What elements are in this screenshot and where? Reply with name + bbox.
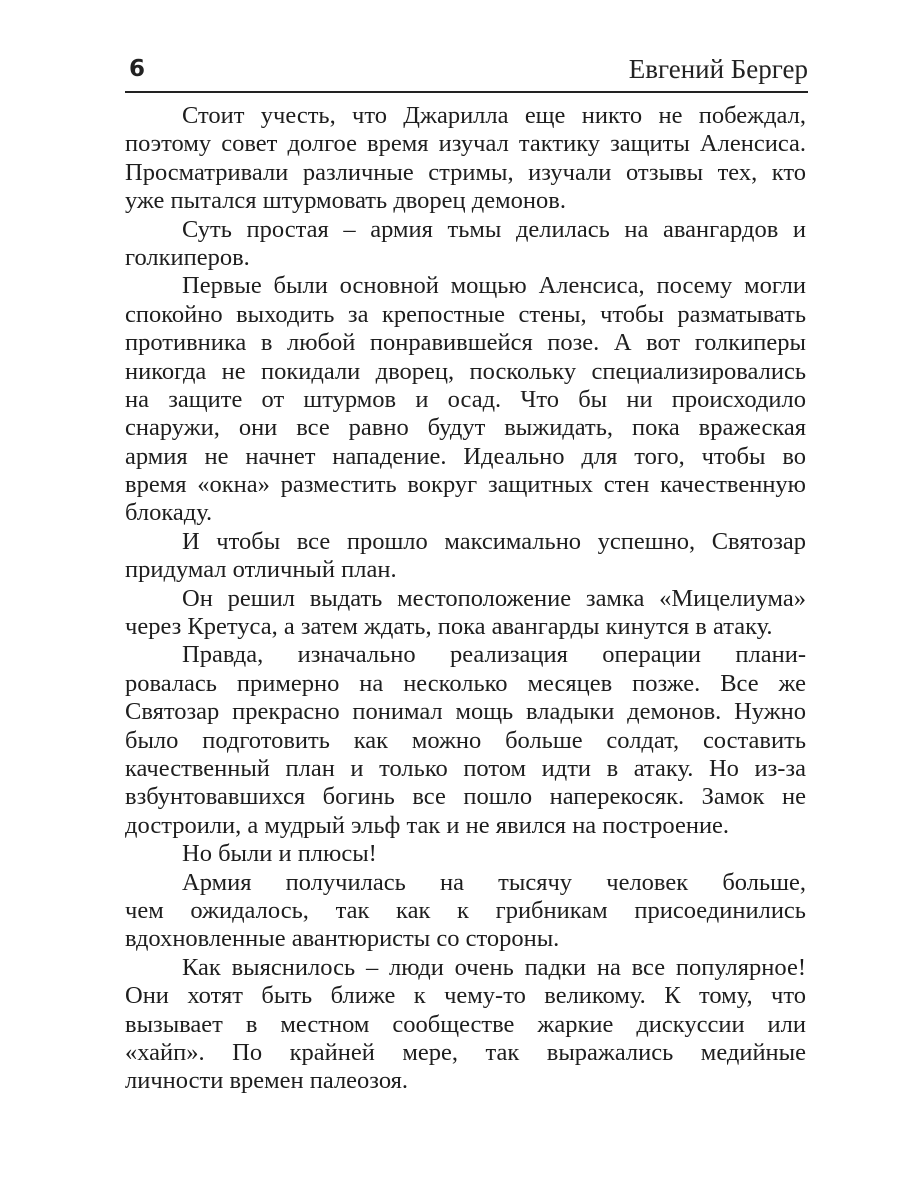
text-line: армия не начнет нападение. Идеально для того, чтобы во [125,442,806,470]
paragraph [125,869,806,954]
text-line: вдохновленные авантюристы со стороны. [125,925,560,953]
paragraph [125,585,806,642]
text-line: спокойно выходить за крепостные стены, чтобы разматывать [125,300,806,328]
text-line: голкиперов. [125,243,250,271]
text-line: качественный план и только потом идти в атаку. Но из-за [125,754,806,782]
text-line: поэтому совет долгое время изучал тактику защиты Аленсиса. [125,130,806,158]
text-line: Он решил выдать местоположение замка «Мицелиума» [182,584,806,612]
paragraph [125,528,806,585]
paragraph [125,954,806,1096]
text-line: было подготовить как можно больше солдат, составить [125,726,806,754]
paragraph [125,272,806,528]
header-rule [125,91,808,93]
text-line: Суть простая – армия тьмы делилась на авангардов и [182,215,806,243]
text-line: Как выяснилось – люди очень падки на все популярное! [182,953,806,981]
text-line: придумал отличный план. [125,556,397,584]
paragraph [125,641,806,840]
page-header [125,52,808,90]
text-line: никогда не покидали дворец, поскольку специализировались [125,357,806,385]
text-line: ровалась примерно на несколько месяцев позже. Все же [125,669,806,697]
text-line: чем ожидалось, так как к грибникам присоединились [125,896,806,924]
paragraph [125,840,806,868]
body-text [125,102,806,1096]
text-line: Правда, изначально реализация операции плани- [182,641,806,669]
text-line: Просматривали различные стримы, изучали отзывы тех, кто [125,158,806,186]
text-line: взбунтовавшихся богинь все пошло наперекосяк. Замок не [125,783,806,811]
text-line: на защите от штурмов и осад. Что бы ни происходило [125,385,806,413]
text-line: Но были и плюсы! [182,840,377,868]
page-number: 6 [129,56,146,82]
text-line: время «окна» разместить вокруг защитных стен качественную [125,471,806,499]
text-line: Они хотят быть ближе к чему-то великому. К тому, что [125,982,806,1010]
text-line: «хайп». По крайней мере, так выражались медийные [125,1038,806,1066]
text-line: Первые были основной мощью Аленсиса, посему могли [182,272,806,300]
text-line: уже пытался штурмовать дворец демонов. [125,187,566,215]
paragraph [125,102,806,216]
text-line: Стоит учесть, что Джарилла еще никто не побеждал, [182,102,806,129]
paragraph [125,216,806,273]
text-line: И чтобы все прошло максимально успешно, Святозар [182,527,806,555]
text-line: вызывает в местном сообществе жаркие дискуссии или [125,1010,806,1038]
text-line: блокаду. [125,499,213,527]
text-line: Армия получилась на тысячу человек больше, [182,868,806,896]
text-line: противника в любой понравившейся позе. А вот голкиперы [125,329,806,357]
text-line: Святозар прекрасно понимал мощь владыки демонов. Нужно [125,698,806,726]
text-line: достроили, а мудрый эльф так и не явился на построение. [125,811,730,839]
text-line: личности времен палеозоя. [125,1067,409,1095]
text-line: снаружи, они все равно будут выжидать, пока вражеская [125,414,806,442]
running-head-author: Евгений Бергер [628,54,808,84]
text-line: через Кретуса, а затем ждать, пока авангарды кинутся в атаку. [125,613,773,641]
